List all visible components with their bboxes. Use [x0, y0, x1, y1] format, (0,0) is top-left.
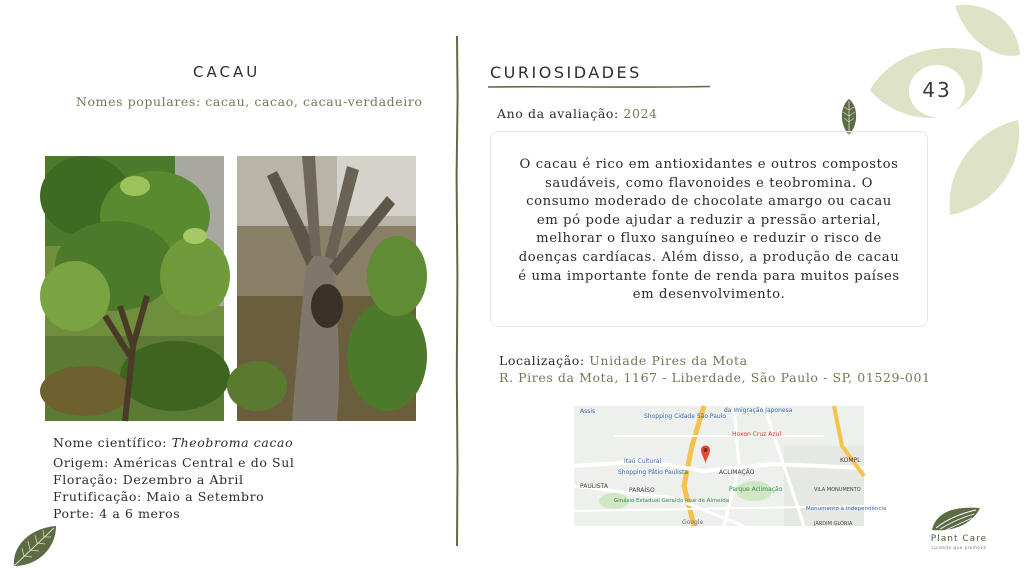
- flowering-row: Floração: Dezembro a Abril: [53, 472, 244, 487]
- svg-text:Shopping Cidade São Paulo: Shopping Cidade São Paulo: [644, 413, 727, 420]
- fruiting-row: Frutificação: Maio a Setembro: [53, 489, 265, 504]
- popular-names: Nomes populares: cacau, cacao, cacau-verdadeiro: [76, 94, 423, 109]
- bottom-leaf-icon: [10, 522, 60, 570]
- evaluation-year: [497, 106, 658, 121]
- svg-text:Monumento à Independência: Monumento à Independência: [806, 506, 887, 512]
- curiosity-box: [490, 131, 928, 327]
- scientific-name-label: Nome científico:: [53, 435, 172, 450]
- svg-text:Hoxon Cruz Azul: Hoxon Cruz Azul: [732, 431, 781, 438]
- svg-text:VILA MONUMENTO: VILA MONUMENTO: [814, 487, 861, 493]
- location-row: [499, 352, 931, 369]
- plant-care-logo-icon: [930, 504, 982, 534]
- svg-text:PAULISTA: PAULISTA: [580, 483, 608, 490]
- svg-text:PARAÍSO: PARAÍSO: [629, 487, 655, 494]
- svg-text:da Imigração Japonesa: da Imigração Japonesa: [724, 407, 793, 414]
- cacao-tree-photo: [45, 156, 224, 421]
- svg-text:Ginásio Estadual Geraldo José: Ginásio Estadual Geraldo José de Almeida: [614, 498, 730, 504]
- scientific-name-value: Theobroma cacao: [171, 435, 294, 450]
- page-divider: [455, 36, 459, 546]
- svg-text:Itaú Cultural: Itaú Cultural: [624, 458, 662, 465]
- origin-row: Origem: Américas Central e do Sul: [53, 455, 295, 470]
- location-block: [499, 352, 931, 386]
- svg-text:ACLIMAÇÃO: ACLIMAÇÃO: [719, 469, 755, 476]
- page-number: 43: [922, 78, 952, 102]
- logo-tagline: cuidado que promove: [931, 545, 987, 550]
- svg-text:Shopping Pátio Paulista: Shopping Pátio Paulista: [618, 469, 689, 476]
- year-value: 2024: [623, 106, 658, 121]
- address: R. Pires da Mota, 1167 - Liberdade, São Paulo - SP, 01529-001: [499, 370, 931, 385]
- scientific-name-row: [53, 434, 294, 451]
- logo-name: Plant Care: [930, 534, 988, 544]
- location-label: Localização:: [499, 353, 590, 368]
- svg-text:JARDIM GLÓRIA: JARDIM GLÓRIA: [814, 521, 853, 527]
- svg-text:KOMPL: KOMPL: [840, 457, 861, 464]
- location-map[interactable]: [574, 406, 887, 527]
- cacao-trunk-photo: [237, 156, 416, 421]
- size-row: Porte: 4 a 6 meros: [53, 506, 181, 521]
- svg-text:Google: Google: [682, 519, 704, 526]
- title-underline: [488, 84, 710, 90]
- svg-text:Parque Aclimação: Parque Aclimação: [729, 486, 783, 493]
- location-name: Unidade Pires da Mota: [589, 353, 748, 368]
- year-label: Ano da avaliação:: [497, 106, 624, 121]
- plant-facts: [53, 434, 294, 522]
- plant-title: CACAU: [193, 63, 261, 81]
- svg-text:Assis: Assis: [580, 408, 596, 415]
- curiosity-text: O cacau é rico em antioxidantes e outros compostos saudáveis, como flavonoides e teobromina. O consumo moderado de chocolate amargo ou cacau em pó pode ajudar a reduzir a pressão arterial, melhorar o fluxo sanguíneo e reduzir o risco de doenças cardíacas. Além disso, a produção de cacau é uma importante fonte de renda para muitos países em desenvolvimento.: [518, 157, 900, 303]
- curiosities-title: CURIOSIDADES: [490, 63, 642, 82]
